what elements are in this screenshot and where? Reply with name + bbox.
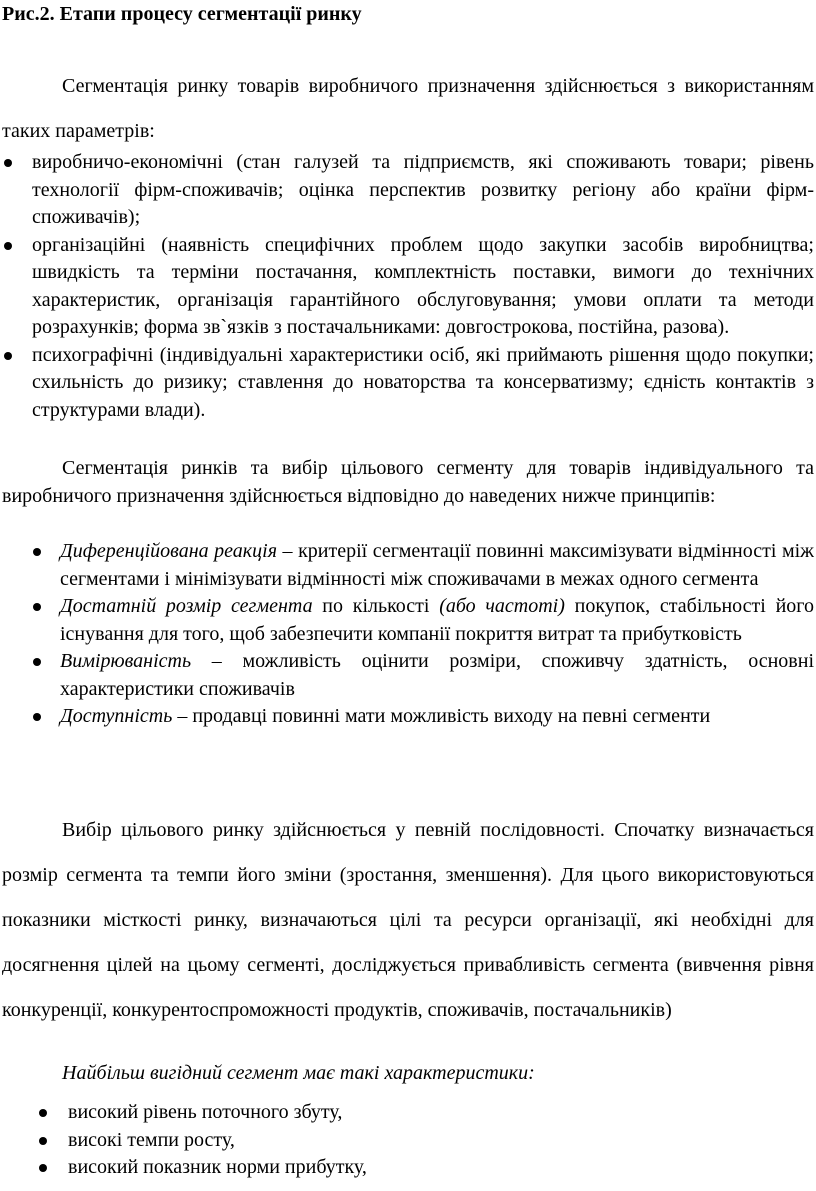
list-item [60, 593, 814, 648]
bullet-icon [4, 159, 12, 167]
principle-term: Диференційована реакція [60, 540, 277, 562]
list-item [60, 703, 814, 731]
principles-list [60, 538, 814, 731]
principle-text-secondary: покупок, стабільності його існування для того, щоб забезпечити компанії покриття витрат та прибутковість [60, 595, 814, 645]
bullet-icon [39, 1109, 47, 1117]
list-item [60, 648, 814, 703]
principle-term: Вимірюваність [60, 650, 192, 672]
list-item-text: організаційні (наявність специфічних проблем щодо закупки засобів виробництва; швидкість та терміни постачання, комплектність поставки, вимоги до технічних характеристик, організація гарантійного обслуговування; умови оплати та методи розрахунків; форма зв`язків з постачальниками: довгострокова, постійна, разова). [32, 233, 814, 338]
bullet-icon [33, 548, 41, 556]
bullet-icon [39, 1164, 47, 1172]
principle-term-secondary: (або частоті) [439, 595, 565, 617]
principle-term: Доступність [60, 705, 173, 727]
bullet-icon [4, 352, 12, 360]
bullet-icon [33, 658, 41, 666]
principles-paragraph: Сегментація ринків та вибір цільового сегменту для товарів індивідуального та виробничого призначення здійснюється відповідно до наведених нижче принципів: [2, 457, 814, 507]
principle-term: Достатній розмір сегмента [60, 595, 313, 617]
list-item-text: психографічні (індивідуальні характеристики осіб, які приймають рішення щодо покупки; схильність до ризику; ставлення до новаторства та консерватизму; єдність контактів з структурами влади). [32, 343, 814, 421]
bullet-icon [33, 603, 41, 611]
list-item [32, 342, 814, 425]
list-item-text: високий рівень поточного збуту, [68, 1101, 343, 1123]
intro-paragraph: Сегментація ринку товарів виробничого призначення здійснюється з використанням таких параметрів: [2, 75, 814, 142]
principle-text: – продавці повинні мати можливість виходу на певні сегменти [172, 705, 711, 727]
selection-paragraph: Вибір цільового ринку здійснюється у певній послідовності. Спочатку визначається розмір сегмента та темпи його зміни (зростання, зменшення). Для цього використовуються показники місткості ринку, визначаються цілі та ресурси організації, які необхідні для досягнення цілей на цьому сегменті, досліджується привабливість сегмента (вивчення рівня конкуренції, конкурентоспроможності продуктів, споживачів, постачальників) [2, 819, 814, 1021]
best-segment-heading: Найбільш вигідний сегмент має такі характеристики: [62, 1062, 535, 1084]
list-item [68, 1127, 814, 1155]
list-item-text: високі темпи росту, [68, 1128, 235, 1151]
bullet-icon [39, 1137, 47, 1145]
principle-text: по кількості [312, 595, 440, 617]
list-item [32, 232, 814, 342]
characteristics-list [68, 1099, 814, 1182]
figure-caption: Рис.2. Етапи процесу сегментації ринку [2, 3, 362, 25]
list-item [32, 149, 814, 232]
principle-text: – можливість оцінити розміри, споживчу здатність, основні характеристики споживачів [60, 650, 814, 700]
bullet-icon [4, 242, 12, 250]
list-item-text: високий показник норми прибутку, [68, 1156, 367, 1178]
bullet-icon [33, 713, 41, 721]
list-item-text: виробничо-економічні (стан галузей та підприємств, які споживають товари; рівень технології фірм-споживачів; оцінка перспектив розвитку регіону або країни фірм-споживачів); [32, 151, 814, 228]
list-item [68, 1099, 814, 1127]
list-item [60, 538, 814, 593]
list-item [68, 1154, 814, 1182]
parameters-list [32, 149, 814, 424]
principle-text: – критерії сегментації повинні максимізувати відмінності між сегментами і мінімізувати відмінності між споживачами в межах одного сегмента [60, 540, 814, 590]
